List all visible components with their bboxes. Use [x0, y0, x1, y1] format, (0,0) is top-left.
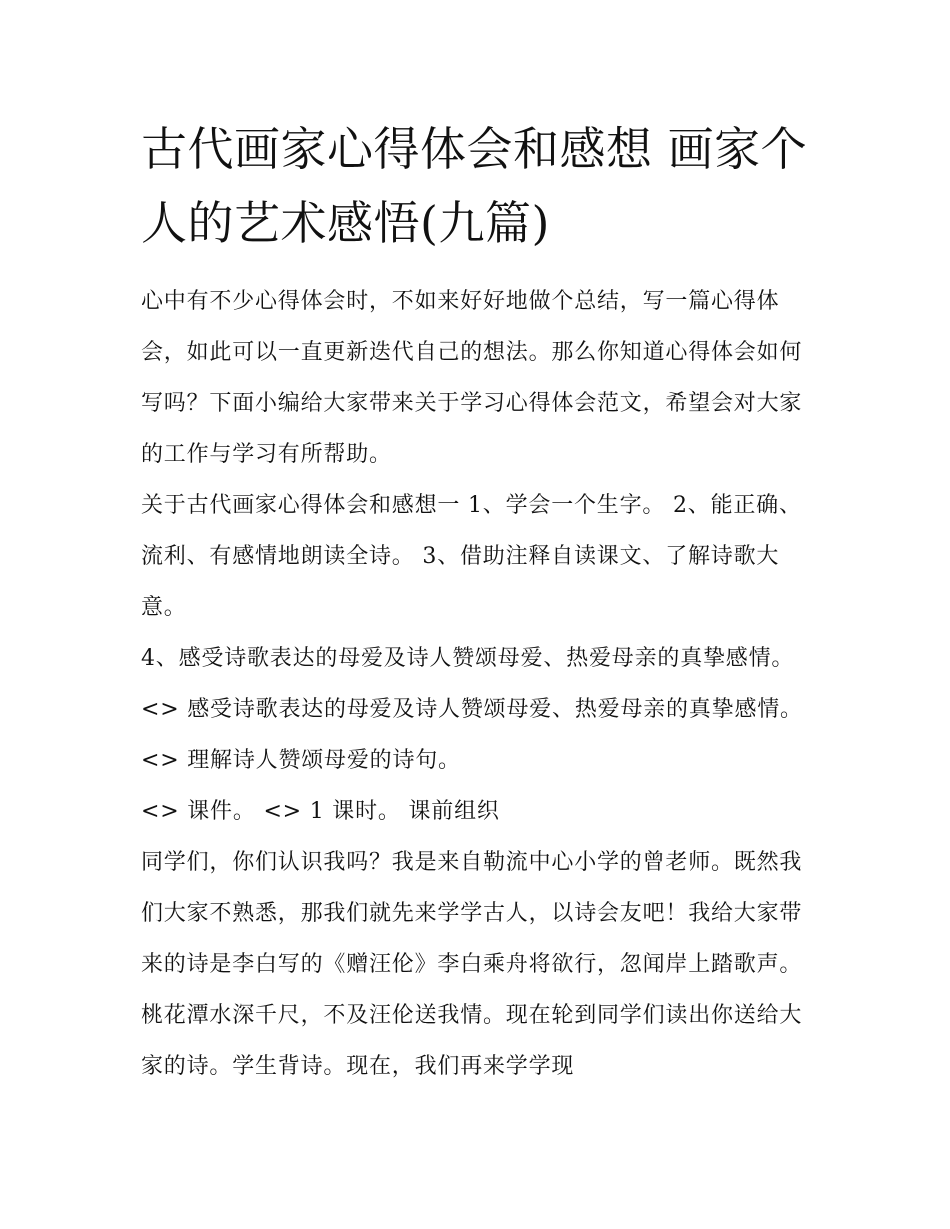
paragraph-emotion: 4、感受诗歌表达的母爱及诗人赞颂母爱、热爱母亲的真挚感情。 <> 感受诗歌表达的母爱及诗人赞颂母爱、热爱母亲的真挚感情。 <> 理解诗人赞颂母爱的诗句。 [141, 646, 803, 773]
paragraph-preparation: <> 课件。 <> 1 课时。 课前组织 [141, 799, 500, 824]
paragraph-goals: 关于古代画家心得体会和感想一 1、学会一个生字。 2、能正确、流利、有感情地朗读全诗。 3、借助注释自读课文、了解诗歌大意。 [141, 493, 802, 620]
document-page [141, 112, 813, 1092]
paragraph-lesson: 同学们，你们认识我吗？我是来自勒流中心小学的曾老师。既然我们大家不熟悉，那我们就先来学学古人，以诗会友吧！我给大家带来的诗是李白写的《赠汪伦》李白乘舟将欲行，忽闻岸上踏歌声。桃花潭水深千尺，不及汪伦送我情。现在轮到同学们读出你送给大家的诗。学生背诗。现在，我们再来学学现 [141, 850, 803, 1079]
paragraph-intro: 心中有不少心得体会时，不如来好好地做个总结，写一篇心得体会，如此可以一直更新迭代自己的想法。那么你知道心得体会如何写吗？下面小编给大家带来关于学习心得体会范文，希望会对大家的工作与学习有所帮助。 [141, 289, 803, 467]
document-title: 古代画家心得体会和感想 画家个人的艺术感悟(九篇) [141, 122, 808, 250]
